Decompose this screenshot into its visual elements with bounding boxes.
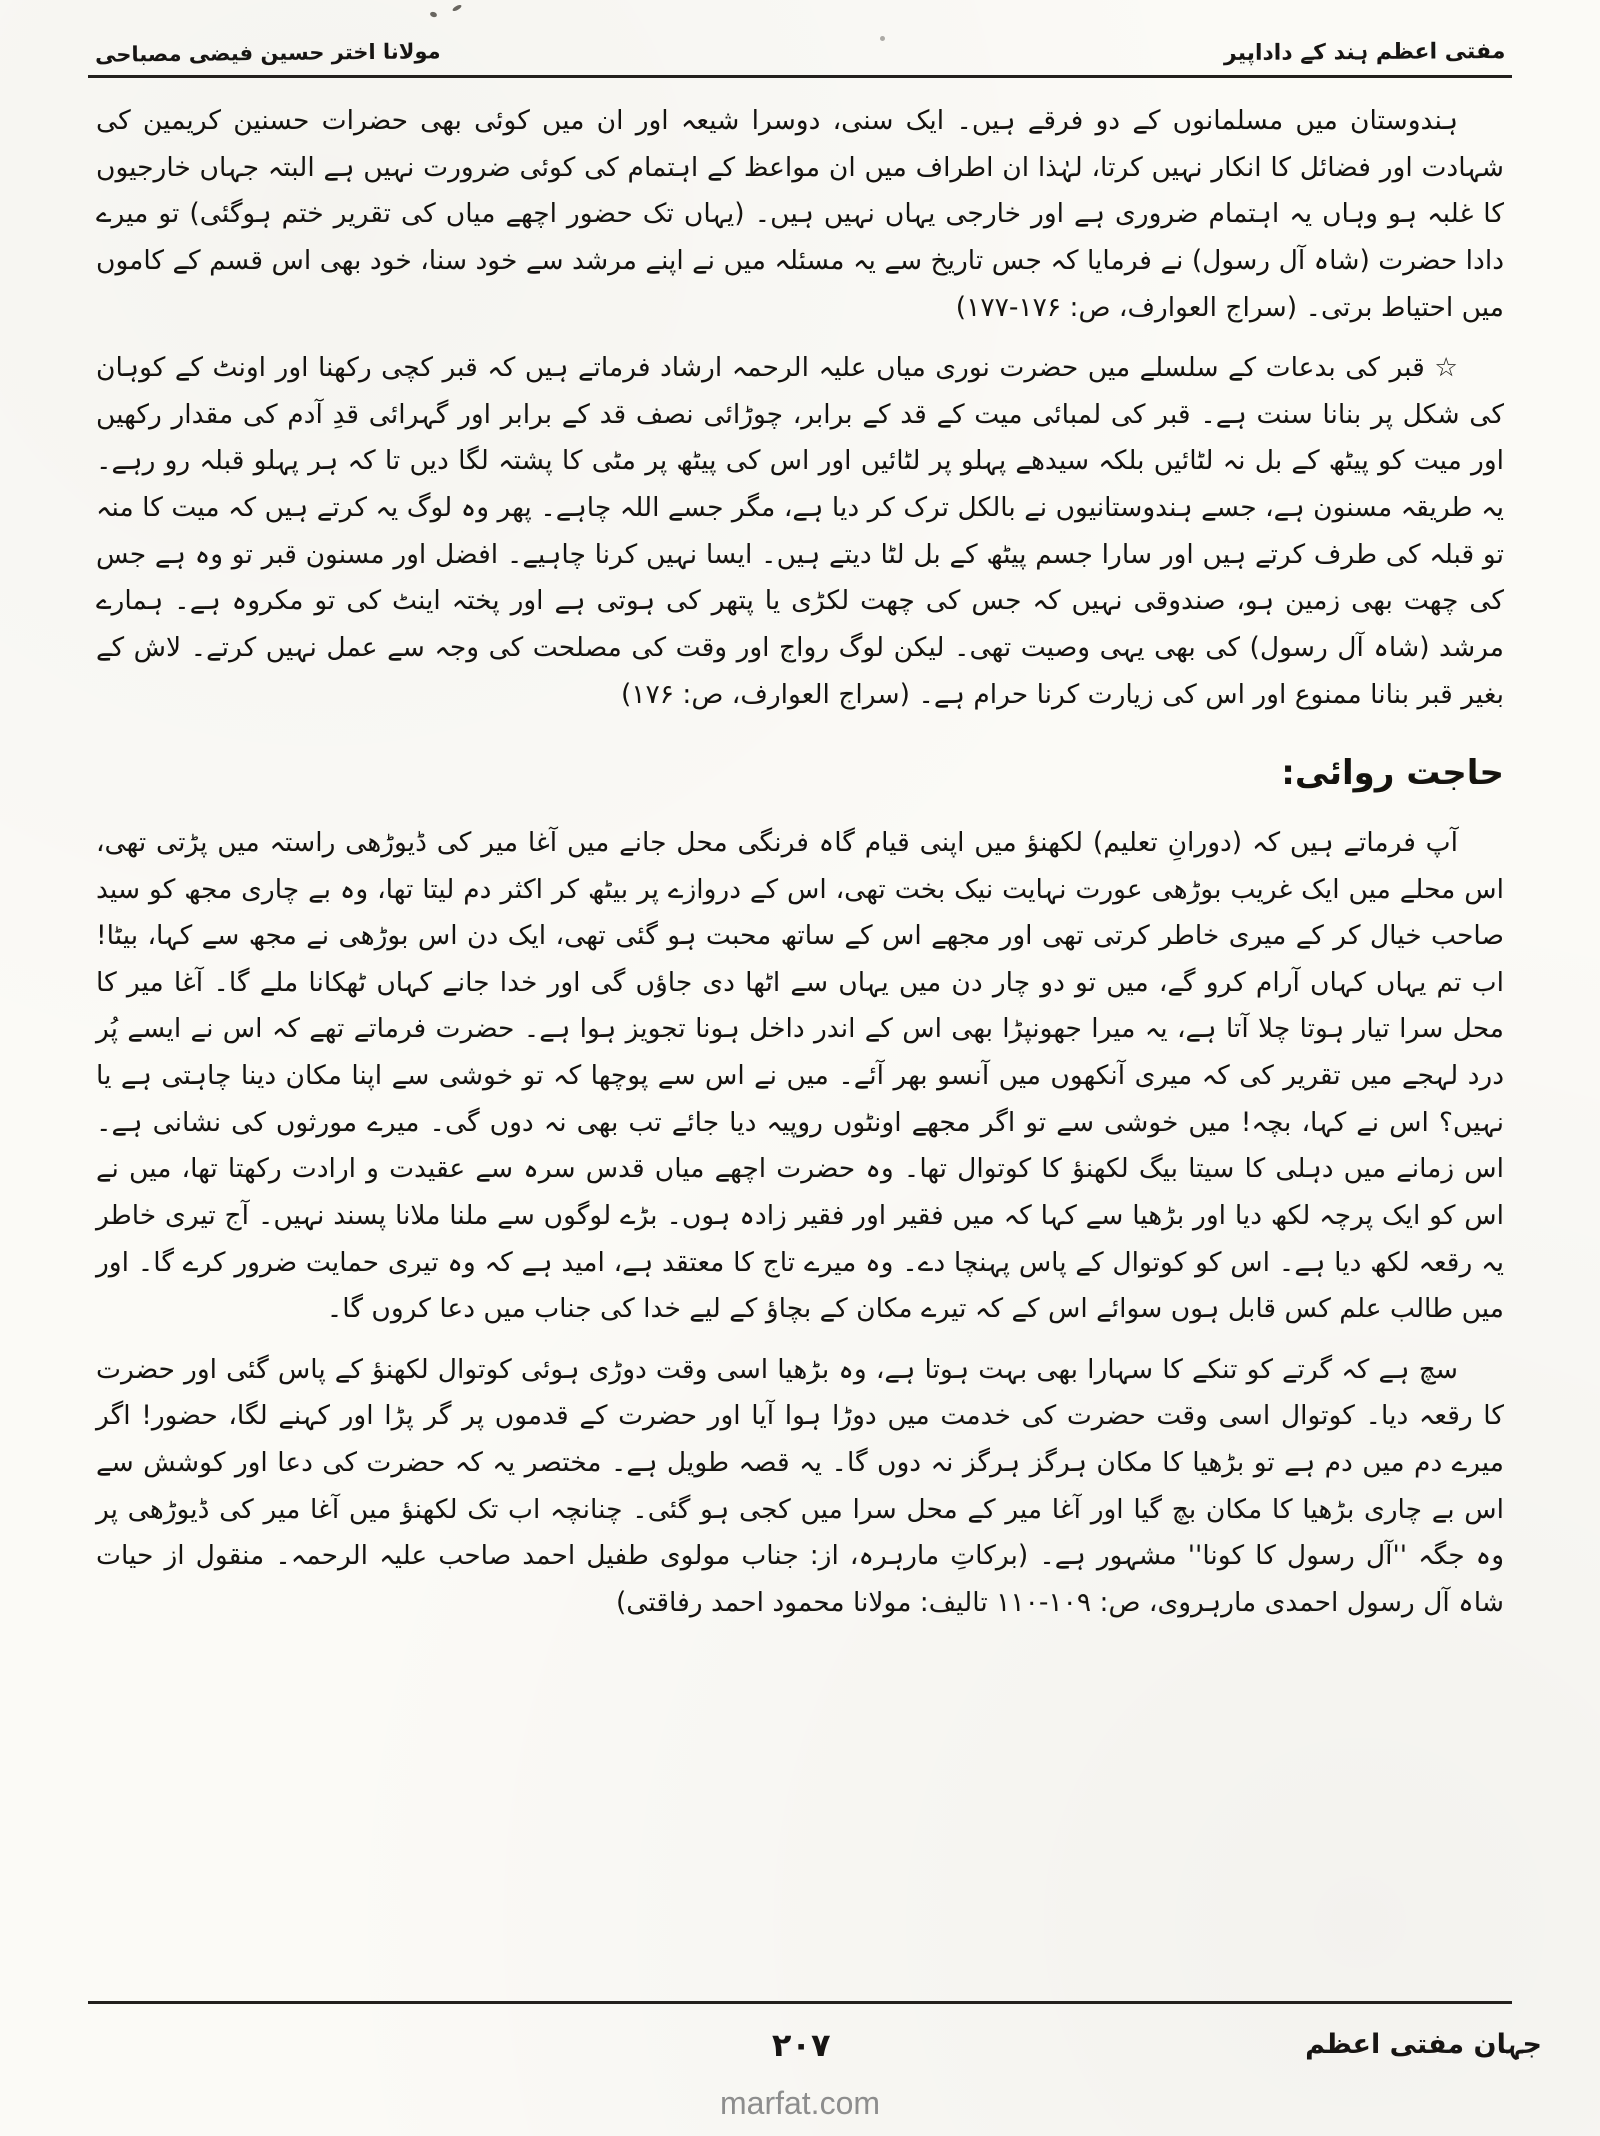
page-number: ۲۰۷: [771, 2026, 831, 2064]
page-header: [0, 0, 1600, 75]
watermark-text: marfat.com: [719, 2085, 881, 2121]
footer-rule: [88, 2001, 1512, 2004]
section-heading: حاجت روائی:: [1281, 753, 1504, 794]
paragraph-3: آپ فرماتے ہیں کہ (دورانِ تعلیم) لکھنؤ میں اپنی قیام گاہ فرنگی محل جانے میں آغا میر کی ڈیوڑھی راستہ میں پڑتی تھی، اس محلے میں ایک غریب بوڑھی عورت نہایت نیک بخت تھی، اس کے دروازے پر بیٹھ کر اکثر دم لیتا تھا، وہ بے چاری مجھ کو سید صاحب خیال کر کے میری خاطر کرتی تھی اور مجھے اس کے ساتھ محبت ہو گئی تھی، ایک دن اس بوڑھی نے مجھ سے کہا، بیٹا! اب تم یہاں کہاں آرام کرو گے، میں تو دو چار دن میں یہاں سے اٹھا دی جاؤں گی اور خدا جانے کہاں ٹھکانا ملے گا۔ آغا میر کا محل سرا تیار ہوتا چلا آتا ہے، یہ میرا جھونپڑا بھی اس کے اندر داخل ہونا تجویز ہوا ہے۔ حضرت فرماتے تھے کہ اس نے ایسے پُر درد لہجے میں تقریر کی کہ میری آنکھوں میں آنسو بھر آئے۔ میں نے اس سے پوچھا کہ تو خوشی سے اپنا مکان دینا چاہتی ہے یا نہیں؟ اس نے کہا، بچہ! میں خوشی سے تو اگر مجھے اونٹوں روپیہ دیا جائے تب بھی نہ دوں گی۔ میرے مورثوں کی نشانی ہے۔ اس زمانے میں دہلی کا سیتا بیگ لکھنؤ کا کوتوال تھا۔ وہ حضرت اچھے میاں قدس سرہ سے عقیدت و ارادت رکھتا تھا، میں نے اس کو ایک پرچہ لکھ دیا اور بڑھیا سے کہا کہ میں فقیر اور فقیر زادہ ہوں۔ بڑے لوگوں سے ملنا ملانا پسند نہیں۔ آج تیری خاطر یہ رقعہ لکھ دیا ہے۔ اس کو کوتوال کے پاس پہنچا دے۔ وہ میرے تاج کا معتقد ہے، امید ہے کہ وہ تیری حمایت ضرور کرے گا۔ اور میں طالب علم کس قابل ہوں سوائے اس کے کہ تیرے مکان کے بچاؤ کے لیے خدا کی جناب میں دعا کروں گا۔: [96, 826, 1504, 1325]
scan-artifact: [880, 36, 885, 41]
footer-book-title: جہان مفتی اعظم: [1305, 2029, 1542, 2060]
paragraph-4: سچ ہے کہ گرتے کو تنکے کا سہارا بھی بہت ہوتا ہے، وہ بڑھیا اسی وقت دوڑی ہوئی کوتوال لکھنؤ کے پاس گئی اور حضرت کا رقعہ دیا۔ کوتوال اسی وقت حضرت کی خدمت میں دوڑا ہوا آیا اور حضرت کے قدموں پر گر پڑا اور کہنے لگا، حضور! اگر میرے دم میں دم ہے تو بڑھیا کا مکان ہرگز ہرگز نہ دوں گا۔ یہ قصہ طویل ہے۔ مختصر یہ کہ حضرت کی دعا اور کوشش سے اس بے چاری بڑھیا کا مکان بچ گیا اور آغا میر کے محل سرا میں کجی ہو گئی۔ چنانچہ اب تک لکھنؤ میں آغا میر کی ڈیوڑھی پر وہ جگہ ''آل رسول کا کونا'' مشہور ہے۔ (برکاتِ مارہرہ، از: جناب مولوی طفیل احمد صاحب علیہ الرحمہ۔ منقول از حیات شاہ آل رسول احمدی مارہروی، ص: ۱۰۹-۱۱۰ تالیف: مولانا محمود احمد رفاقتی): [96, 1353, 1504, 1618]
paragraph-1: ہندوستان میں مسلمانوں کے دو فرقے ہیں۔ ایک سنی، دوسرا شیعہ اور ان میں کوئی بھی حضرات حسنین کریمین کی شہادت اور فضائل کا انکار نہیں کرتا، لہٰذا ان اطراف میں ان مواعظ کے اہتمام کی کوئی ضرورت نہیں ہے البتہ جہاں خارجیوں کا غلبہ ہو وہاں یہ اہتمام ضروری ہے اور خارجی یہاں نہیں ہیں۔ (یہاں تک حضور اچھے میاں کی تقریر ختم ہوگئی) تو میرے دادا حضرت (شاہ آل رسول) نے فرمایا کہ جس تاریخ سے یہ مسئلہ میں نے اپنے مرشد سے خود سنا، خود بھی اس قسم کے کاموں میں احتیاط برتی۔ (سراج العوارف، ص: ۱۷۶-۱۷۷): [96, 105, 1504, 323]
header-title: مفتی اعظم ہند کے داداپیر: [1223, 39, 1506, 66]
header-author: مولانا اختر حسین فیضی مصباحی: [94, 39, 441, 67]
paragraph-2: ☆ قبر کی بدعات کے سلسلے میں حضرت نوری میاں علیہ الرحمہ ارشاد فرماتے ہیں کہ قبر کچی رکھنا اور اونٹ کے کوہان کی شکل پر بنانا سنت ہے۔ قبر کی لمبائی میت کے قد کے برابر، چوڑائی نصف قد کے برابر اور گہرائی قدِ آدم کی مقدار رکھیں اور میت کو پیٹھ کے بل نہ لٹائیں بلکہ سیدھے پہلو پر لٹائیں اور اس کی پیٹھ پر مٹی کا پشتہ لگا دیں تا کہ ہر پہلو قبلہ رو رہے۔ یہ طریقہ مسنون ہے، جسے ہندوستانیوں نے بالکل ترک کر دیا ہے، مگر جسے اللہ چاہے۔ پھر وہ لوگ یہ کرتے ہیں کہ میت کا منہ تو قبلہ کی طرف کرتے ہیں اور سارا جسم پیٹھ کے بل لٹا دیتے ہیں۔ ایسا نہیں کرنا چاہیے۔ افضل اور مسنون قبر تو وہ ہے جس کی چھت بھی زمین ہو، صندوقی نہیں کہ جس کی چھت لکڑی یا پتھر کی ہوتی ہے اور پختہ اینٹ کی تو مکروہ ہے۔ ہمارے مرشد (شاہ آل رسول) کی بھی یہی وصیت تھی۔ لیکن لوگ رواج اور وقت کی مصلحت کی وجہ سے عمل نہیں کرتے۔ لاش کے بغیر قبر بنانا ممنوع اور اس کی زیارت کرنا حرام ہے۔ (سراج العوارف، ص: ۱۷۶): [96, 352, 1504, 710]
page-body: [0, 78, 1600, 1627]
